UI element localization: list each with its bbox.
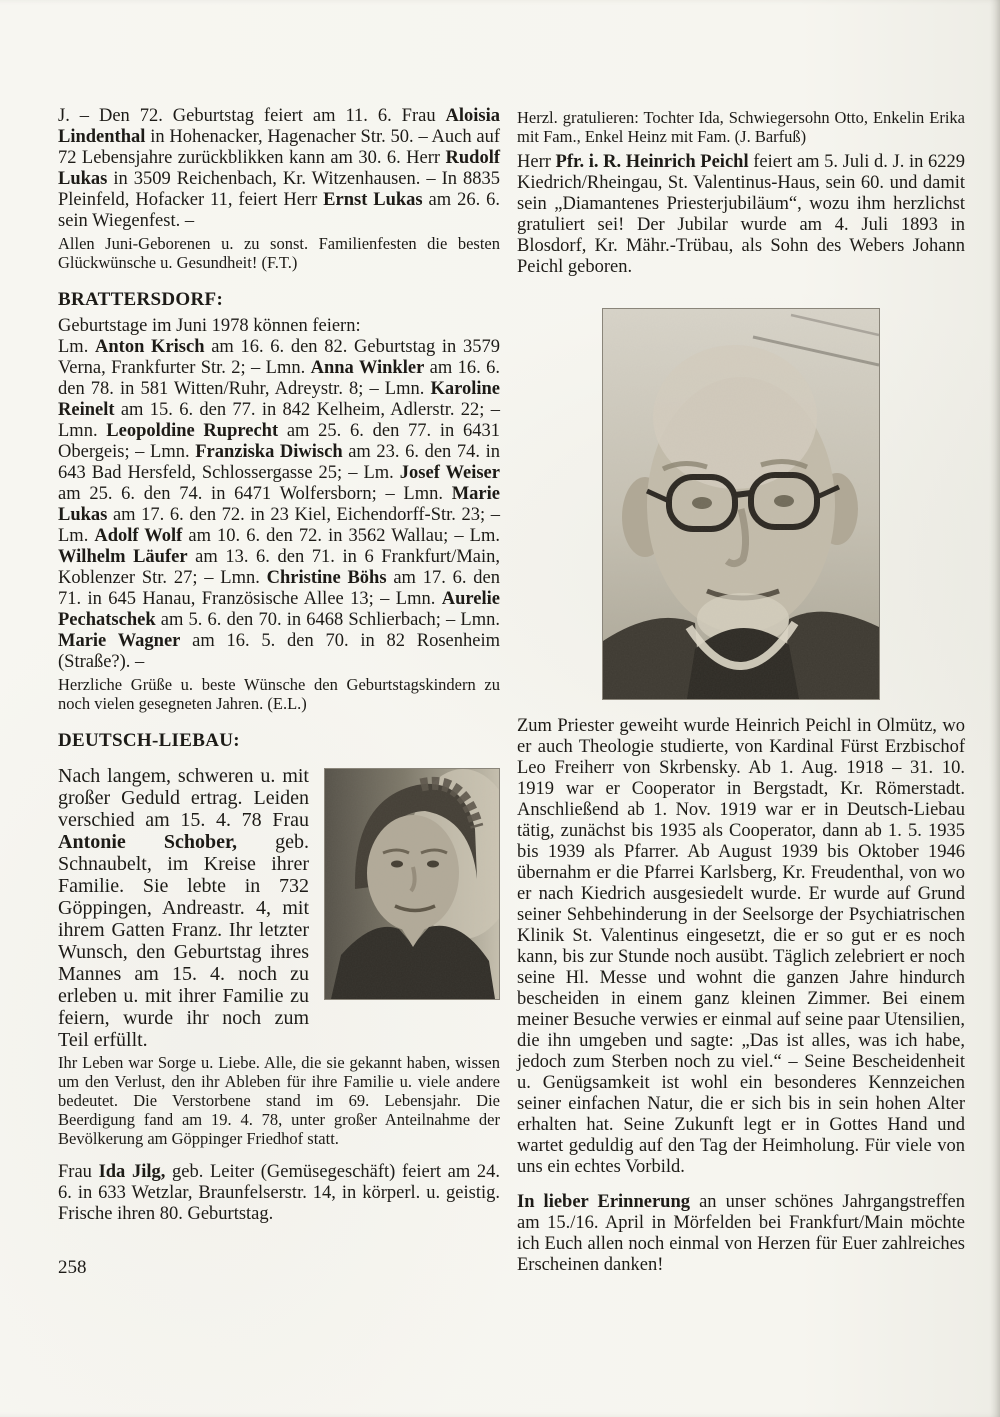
man-portrait-graphic <box>603 309 879 699</box>
brattersdorf-note: Herzliche Grüße u. beste Wünsche den Geburtstagskindern zu noch vielen gesegneten Jahren. (E.L.) <box>58 675 500 713</box>
peichl-announcement: Herr Pfr. i. R. Heinrich Peichl feiert am 5. Juli d. J. in 6229 Kiedrich/Rheingau, St. Valentinus-Haus, sein 60. und damit sein „Diamantenes Priesterjubiläum“, wozu ihm herzlichst gratuliert sei! Der Jubilar wurde am 4. Juli 1893 in Blosdorf, Kr. Mähr.-Trübau, als Sohn des Webers Johann Peichl geboren. <box>517 152 965 277</box>
brattersdorf-heading: BRATTERSDORF: <box>58 289 224 310</box>
obituary-antonie-schober: Nach langem, schweren u. mit großer Geduld ertrag. Leiden verschied am 15. 4. 78 Frau Antonie Schober, geb. Schnaubelt, im Kreise ihrer Familie. Sie lebte in 732 Göppingen, Andreastr. 4, mit ihrem Gatten Franz. Ihr letzter Wunsch, den Geburtstag ihres Mannes am 15. 4. noch zu erleben u. mit ihrer Familie zu feiern, wurde ihr noch zum Teil erfüllt. <box>58 765 309 1051</box>
obituary-note: Ihr Leben war Sorge u. Liebe. Alle, die sie gekannt haben, wissen um den Verlust, den ihr Ableben für ihre Familie u. viele andere bedeutet. Die Verstorbene stand im 69. Lebensjahr. Die Beerdigung fand am 19. 4. 78, unter großer Anteilnahme der Bevölkerung am Göppinger Friedhof statt. <box>58 1053 500 1148</box>
portrait-photo-antonie-schober <box>324 768 500 1000</box>
june-birthdays-paragraph: J. – Den 72. Geburtstag feiert am 11. 6. Frau Aloisia Lindenthal in Hohenacker, Hagenacher Str. 50. – Auch auf 72 Lebensjahre zurückblikken kann am 30. 6. Herr Rudolf Lukas in 3509 Reichenbach, Kr. Witzenhausen. – In 8835 Pleinfeld, Hofacker 11, feiert Herr Ernst Lukas am 26. 6. sein Wiegenfest. – <box>58 106 500 231</box>
erinnerung-paragraph: In lieber Erinnerung an unser schönes Jahrgangstreffen am 15./16. April in Mörfelden bei Frankfurt/Main möchte ich Euch allen noch einmal von Herzen für Euer zahlreiches Erscheinen danken! <box>517 1192 965 1275</box>
obituary-block <box>58 765 500 1148</box>
peichl-biography: Zum Priester geweiht wurde Heinrich Peichl in Olmütz, wo er auch Theologie studierte, von Kardinal Fürst Erzbischof Leo Freiherr von Skrbensky. Ab 1. Aug. 1918 – 31. 10. 1919 war er Cooperator in Bergstadt, Kr. Römerstadt. Anschließend ab 1. Nov. 1919 war er in Deutsch-Liebau tätig, zunächst bis 1935 als Cooperator, dann ab 1. 5. 1935 bis 1939 als Pfarrer. Ab August 1939 bis Oktober 1946 übernahm er die Pfarrei Karlsberg, Kr. Freudenthal, von wo er nach Kiedrich ausgesiedelt wurde. Er wurde auf Grund seiner Sehbehinderung in der Seelsorge der Psychiatrischen Klinik St. Valentinus eingesetzt, die er so gut er es noch kann, bis zur Stunde noch ausübt. Täglich zelebriert er noch seine Hl. Messe und wohnt die ganzen Jahre hindurch bescheiden in einem ganz kleinen Zimmer. Bei einem meiner Besuche verwies er einmal auf seine paar Utensilien, die ihn umgeben und sagte: „Das ist alles, was ich habe, jedoch zum Sterben noch zu viel.“ – Seine Bescheidenheit u. Genügsamkeit ist wohl ein besonderes Kennzeichen seiner einfachen Natur, die er sich bis in sein hohen Alter erhalten hat. Seine Zukunft legt er in Gottes Hand und wartet geduldig auf den Tag der Heimholung. Für viele von uns ein echtes Vorbild. <box>517 716 965 1177</box>
left-column <box>58 106 500 1279</box>
woman-portrait-graphic <box>325 769 499 999</box>
june-birthdays-note: Allen Juni-Geborenen u. zu sonst. Familienfesten die besten Glückwünsche u. Gesundheit! (F.T.) <box>58 234 500 272</box>
brattersdorf-intro: Geburtstage im Juni 1978 können feiern: <box>58 316 361 336</box>
right-column <box>517 106 965 1276</box>
portrait-photo-heinrich-peichl <box>602 308 880 700</box>
page-number: 258 <box>58 1257 87 1278</box>
congratulations-note: Herzl. gratulieren: Tochter Ida, Schwiegersohn Otto, Enkelin Erika mit Fam., Enkel Heinz mit Fam. (J. Barfuß) <box>517 108 965 146</box>
brattersdorf-birthday-list: Lm. Anton Krisch am 16. 6. den 82. Geburtstag in 3579 Verna, Frankfurter Str. 2; – Lmn. Anna Winkler am 16. 6. den 78. in 581 Witten/Ruhr, Adreystr. 8; – Lmn. Karoline Reinelt am 15. 6. den 77. in 842 Kelheim, Adlerstr. 22; – Lmn. Leopoldine Ruprecht am 25. 6. den 77. in 6431 Obergeis; – Lmn. Franziska Diwisch am 23. 6. den 74. in 643 Bad Hersfeld, Schlossergasse 25; – Lm. Josef Weiser am 25. 6. den 74. in 6471 Wolfersborn; – Lmn. Marie Lukas am 17. 6. den 72. in 23 Kiel, Eichendorff-Str. 23; – Lm. Adolf Wolf am 10. 6. den 72. in 3562 Wallau; – Lm. Wilhelm Läufer am 13. 6. den 71. in 6 Frankfurt/Main, Koblenzer Str. 27; – Lmn. Christine Böhs am 17. 6. den 71. in 645 Hanau, Französische Allee 13; – Lmn. Aurelie Pechatschek am 5. 6. den 70. in 6468 Schlierbach; – Lmn. Marie Wagner am 16. 5. den 70. in 82 Rosenheim (Straße?). – <box>58 337 501 672</box>
deutsch-liebau-heading: DEUTSCH-LIEBAU: <box>58 730 240 751</box>
ida-jilg-paragraph: Frau Ida Jilg, geb. Leiter (Gemüsegeschäft) feiert am 24. 6. in 633 Wetzlar, Braunfelserstr. 14, in körperl. u. geistig. Frische ihren 80. Geburtstag. <box>58 1162 500 1224</box>
